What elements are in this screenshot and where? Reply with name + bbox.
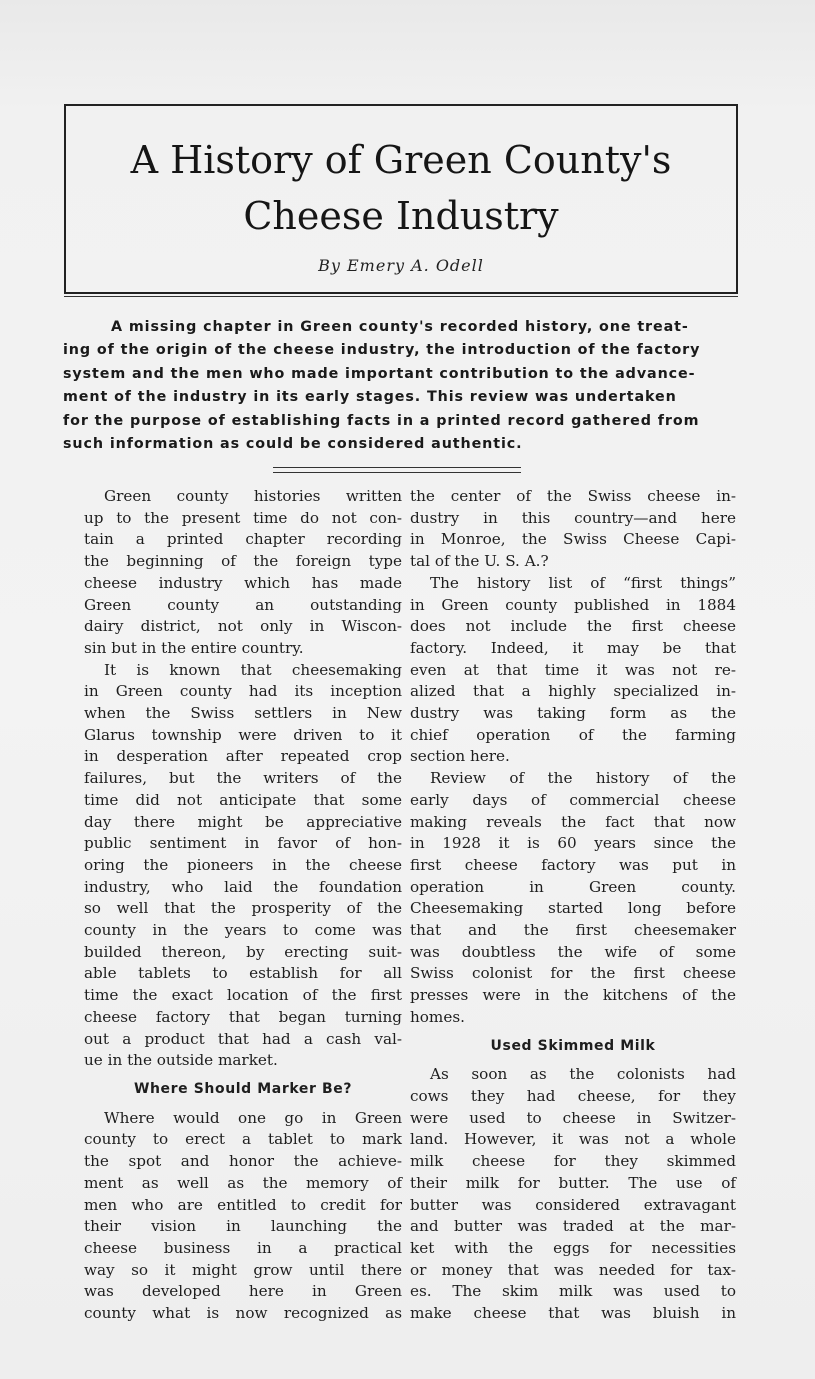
left-column — [84, 486, 402, 1325]
text-line: ue in the outside market. — [84, 1051, 278, 1070]
text-line: or money that was needed for tax- — [410, 1260, 736, 1279]
text-line: Swiss colonist for the first cheese — [410, 964, 736, 983]
text-line: Where would one go in Green — [104, 1108, 402, 1127]
text-line: up to the present time do not con- — [84, 508, 402, 527]
text-line: builded thereon, by erecting suit- — [84, 942, 402, 961]
text-line: were used to cheese in Switzer- — [410, 1108, 736, 1127]
text-line: county what is now recognized as — [84, 1304, 402, 1323]
text-line: time the exact location of the first — [84, 986, 402, 1005]
text-line: dairy district, not only in Wiscon- — [84, 617, 402, 636]
text-line: in Green county published in 1884 — [410, 595, 736, 614]
intro-line: A missing chapter in Green county's recorded history, one treat- — [111, 319, 689, 335]
text-line: It is known that cheesemaking — [104, 660, 402, 679]
text-line: even at that time it was not re- — [410, 660, 736, 679]
text-line: butter was considered extravagant — [410, 1195, 736, 1214]
text-line: land. However, it was not a whole — [410, 1130, 736, 1149]
text-line: sin but in the entire country. — [84, 638, 304, 657]
text-line: make cheese that was bluish in — [410, 1304, 736, 1323]
text-line: factory. Indeed, it may be that — [410, 638, 736, 657]
text-line: cheese business in a practical — [84, 1238, 402, 1257]
text-line: making reveals the fact that now — [410, 812, 736, 831]
text-line: oring the pioneers in the cheese — [84, 855, 402, 874]
text-line: dustry was taking form as the — [410, 704, 736, 723]
text-line: their vision in launching the — [84, 1217, 402, 1236]
text-line: the center of the Swiss cheese in- — [410, 487, 736, 505]
text-line: homes. — [410, 1007, 465, 1026]
text-line: tain a printed chapter recording — [84, 530, 402, 549]
text-line: and butter was traded at the mar- — [410, 1217, 736, 1236]
intro-line: ing of the origin of the cheese industry, the introduction of the factory — [63, 342, 701, 359]
text-line: first cheese factory was put in — [410, 855, 736, 874]
text-line: Green county histories written — [104, 487, 402, 505]
text-line: milk cheese for they skimmed — [410, 1152, 736, 1171]
text-line: tal of the U. S. A.? — [410, 552, 549, 571]
intro-line: for the purpose of establishing facts in a printed record gathered from — [63, 412, 700, 429]
text-line: ket with the eggs for necessities — [410, 1238, 736, 1257]
text-line: men who are entitled to credit for — [84, 1195, 402, 1214]
right-column — [410, 486, 736, 1325]
title-line-1: A History of Green County's — [130, 138, 672, 182]
title-box — [64, 104, 738, 294]
text-line: cheese industry which has made — [84, 573, 402, 592]
text-line: out a product that had a cash val- — [84, 1029, 402, 1048]
text-line: failures, but the writers of the — [84, 769, 402, 788]
text-line: early days of commercial cheese — [410, 790, 736, 809]
byline: By Emery A. Odell — [318, 256, 484, 275]
text-line: day there might be appreciative — [84, 812, 402, 831]
text-line: was developed here in Green — [84, 1282, 402, 1301]
text-line: industry, who laid the foundation — [84, 877, 402, 896]
subhead-used-skimmed-milk: Used Skimmed Milk — [490, 1037, 656, 1054]
text-line: Review of the history of the — [430, 769, 736, 788]
intro-line: such information as could be considered authentic. — [63, 436, 523, 453]
text-line: alized that a highly specialized in- — [410, 682, 736, 701]
text-line: public sentiment in favor of hon- — [84, 834, 402, 853]
text-line: county to erect a tablet to mark — [84, 1130, 402, 1149]
text-line: county in the years to come was — [84, 921, 402, 940]
text-line: chief operation of the farming — [410, 725, 736, 744]
subhead-where-should-marker-be: Where Should Marker Be? — [133, 1080, 353, 1097]
text-line: the spot and honor the achieve- — [84, 1152, 402, 1171]
text-line: in Monroe, the Swiss Cheese Capi- — [410, 530, 736, 549]
text-line: cows they had cheese, for they — [410, 1086, 736, 1105]
text-line: section here. — [410, 747, 510, 766]
text-line: was doubtless the wife of some — [410, 942, 736, 961]
section-divider — [273, 467, 521, 473]
right-paragraph-3 — [410, 768, 736, 1028]
left-paragraph-1 — [84, 486, 402, 660]
text-line: Glarus township were driven to it — [84, 725, 402, 744]
intro-line: ment of the industry in its early stages. This review was undertaken — [63, 389, 677, 406]
text-line: cheese factory that began turning — [84, 1007, 402, 1026]
text-line: Cheesemaking started long before — [410, 899, 736, 918]
left-paragraph-3 — [84, 1108, 402, 1325]
intro-paragraph — [63, 316, 743, 456]
title-line-2: Cheese Industry — [243, 194, 559, 238]
right-paragraph-4 — [410, 1064, 736, 1324]
text-line: able tablets to establish for all — [84, 964, 402, 983]
intro-line: system and the men who made important contribution to the advance- — [63, 365, 696, 382]
text-line: that and the first cheesemaker — [410, 921, 736, 940]
text-line: in desperation after repeated crop — [84, 747, 402, 766]
title-bottom-rule — [64, 296, 738, 297]
text-line: dustry in this country—and here — [410, 508, 736, 527]
text-line: in Green county had its inception — [84, 682, 402, 701]
text-line: so well that the prosperity of the — [84, 899, 402, 918]
text-line: time did not anticipate that some — [84, 790, 402, 809]
text-line: their milk for butter. The use of — [410, 1173, 736, 1192]
text-line: in 1928 it is 60 years since the — [410, 834, 736, 853]
text-line: ment as well as the memory of — [84, 1173, 402, 1192]
text-line: operation in Green county. — [410, 877, 736, 896]
article-title — [66, 132, 736, 244]
left-paragraph-2 — [84, 660, 402, 1072]
text-line: Green county an outstanding — [84, 595, 402, 614]
right-paragraph-1 — [410, 486, 736, 573]
text-line: does not include the first cheese — [410, 617, 736, 636]
text-line: As soon as the colonists had — [430, 1065, 736, 1084]
text-line: es. The skim milk was used to — [410, 1282, 736, 1301]
right-paragraph-2 — [410, 573, 736, 768]
text-line: The history list of “first things” — [430, 573, 736, 592]
text-line: when the Swiss settlers in New — [84, 704, 402, 723]
text-line: presses were in the kitchens of the — [410, 986, 736, 1005]
text-line: the beginning of the foreign type — [84, 552, 402, 571]
text-line: way so it might grow until there — [84, 1260, 402, 1279]
